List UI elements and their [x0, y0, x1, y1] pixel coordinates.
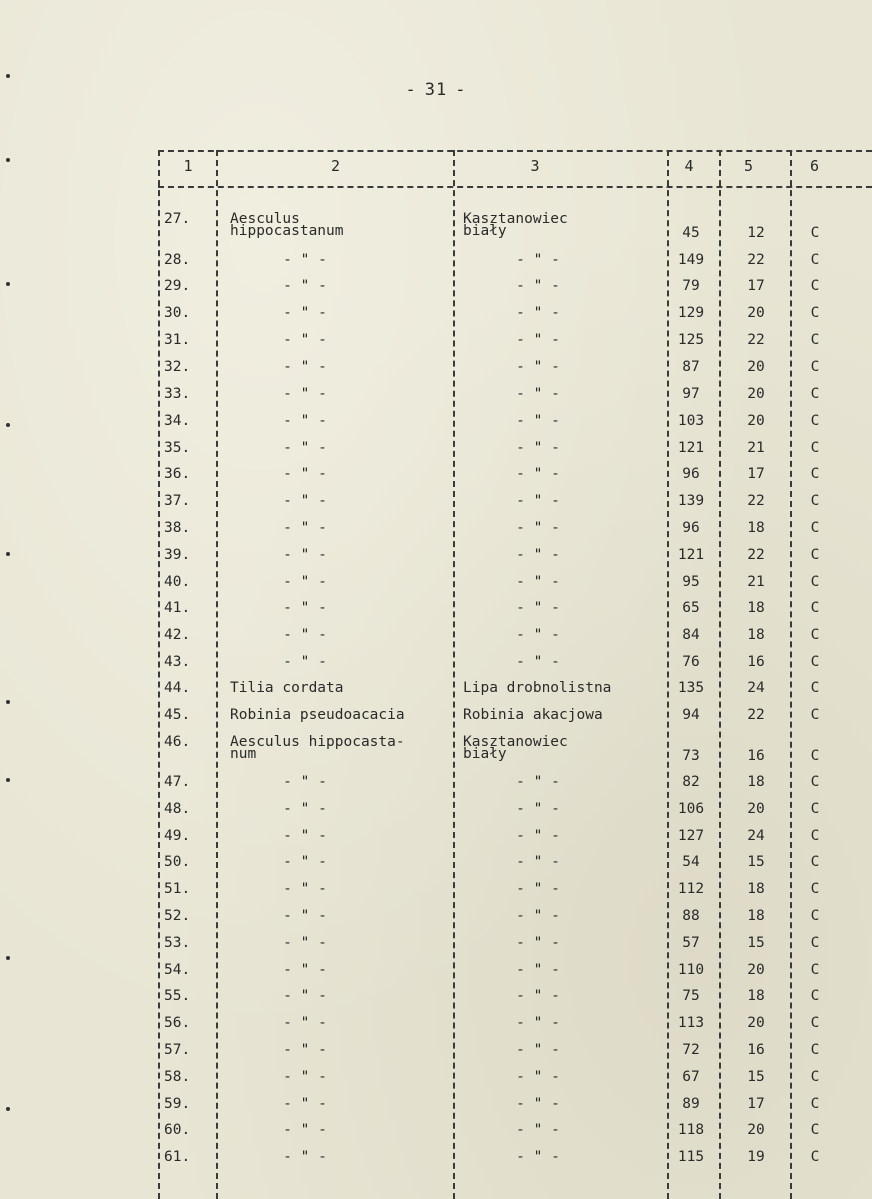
class-value: C [810, 278, 820, 294]
ditto-mark: - " - [516, 413, 560, 429]
species-polish: biały [463, 746, 507, 762]
margin-punch-mark [6, 158, 10, 162]
ditto-mark: - " - [283, 278, 327, 294]
row-number: 29. [164, 278, 191, 294]
diameter-value: 24 [747, 680, 765, 696]
height-value: 73 [682, 748, 700, 764]
ditto-mark: - " - [516, 600, 560, 616]
class-value: C [810, 252, 820, 268]
row-number: 28. [164, 252, 191, 268]
diameter-value: 20 [747, 386, 765, 402]
ditto-mark: - " - [283, 1096, 327, 1112]
class-value: C [810, 466, 820, 482]
height-value: 112 [677, 881, 705, 897]
height-value: 139 [677, 493, 705, 509]
ditto-mark: - " - [516, 440, 560, 456]
class-value: C [810, 908, 820, 924]
species-latin: Aesculus hippocasta- [230, 734, 405, 750]
height-value: 103 [677, 413, 705, 429]
row-number: 58. [164, 1069, 191, 1085]
ditto-mark: - " - [516, 466, 560, 482]
table-col-divider [719, 150, 721, 1199]
ditto-mark: - " - [516, 305, 560, 321]
species-polish: Kasztanowiec [463, 734, 568, 750]
class-value: C [810, 988, 820, 1004]
ditto-mark: - " - [283, 466, 327, 482]
ditto-mark: - " - [516, 359, 560, 375]
table-col-divider [453, 150, 455, 1199]
species-latin: num [230, 746, 257, 762]
ditto-mark: - " - [283, 1122, 327, 1138]
row-number: 42. [164, 627, 191, 643]
ditto-mark: - " - [283, 520, 327, 536]
species-polish: Lipa drobnolistna [463, 680, 612, 696]
column-header: 2 [330, 157, 341, 175]
height-value: 96 [682, 466, 700, 482]
species-latin: Aesculus [230, 211, 300, 227]
row-number: 35. [164, 440, 191, 456]
ditto-mark: - " - [516, 988, 560, 1004]
ditto-mark: - " - [516, 935, 560, 951]
margin-punch-mark [6, 1107, 10, 1111]
diameter-value: 17 [747, 466, 765, 482]
ditto-mark: - " - [283, 386, 327, 402]
height-value: 118 [677, 1122, 705, 1138]
diameter-value: 21 [747, 440, 765, 456]
diameter-value: 20 [747, 962, 765, 978]
class-value: C [810, 305, 820, 321]
height-value: 149 [677, 252, 705, 268]
row-number: 61. [164, 1149, 191, 1165]
height-value: 54 [682, 854, 700, 870]
ditto-mark: - " - [283, 252, 327, 268]
diameter-value: 18 [747, 627, 765, 643]
row-number: 60. [164, 1122, 191, 1138]
class-value: C [810, 774, 820, 790]
ditto-mark: - " - [283, 413, 327, 429]
ditto-mark: - " - [283, 1042, 327, 1058]
height-value: 115 [677, 1149, 705, 1165]
height-value: 88 [682, 908, 700, 924]
class-value: C [810, 359, 820, 375]
table-header-rule [158, 186, 872, 188]
diameter-value: 17 [747, 278, 765, 294]
class-value: C [810, 1096, 820, 1112]
row-number: 37. [164, 493, 191, 509]
row-number: 59. [164, 1096, 191, 1112]
class-value: C [810, 854, 820, 870]
row-number: 38. [164, 520, 191, 536]
ditto-mark: - " - [516, 828, 560, 844]
class-value: C [810, 828, 820, 844]
class-value: C [810, 935, 820, 951]
ditto-mark: - " - [516, 574, 560, 590]
diameter-value: 20 [747, 413, 765, 429]
row-number: 54. [164, 962, 191, 978]
row-number: 34. [164, 413, 191, 429]
class-value: C [810, 680, 820, 696]
species-latin: Tilia cordata [230, 680, 344, 696]
table-top-rule [158, 150, 872, 152]
diameter-value: 18 [747, 908, 765, 924]
column-header: 1 [183, 157, 193, 175]
height-value: 129 [677, 305, 705, 321]
height-value: 87 [682, 359, 700, 375]
ditto-mark: - " - [516, 386, 560, 402]
species-latin: hippocastanum [230, 223, 344, 239]
ditto-mark: - " - [283, 962, 327, 978]
height-value: 135 [677, 680, 705, 696]
diameter-value: 18 [747, 520, 765, 536]
row-number: 44. [164, 680, 191, 696]
species-polish: Robinia akacjowa [463, 707, 603, 723]
height-value: 67 [682, 1069, 700, 1085]
height-value: 110 [677, 962, 705, 978]
ditto-mark: - " - [283, 332, 327, 348]
row-number: 43. [164, 654, 191, 670]
margin-punch-mark [6, 956, 10, 960]
diameter-value: 18 [747, 600, 765, 616]
margin-punch-mark [6, 552, 10, 556]
margin-punch-mark [6, 700, 10, 704]
diameter-value: 16 [747, 748, 765, 764]
height-value: 75 [682, 988, 700, 1004]
row-number: 32. [164, 359, 191, 375]
class-value: C [810, 600, 820, 616]
height-value: 72 [682, 1042, 700, 1058]
ditto-mark: - " - [283, 654, 327, 670]
page-number: - 31 - [405, 80, 467, 100]
ditto-mark: - " - [283, 774, 327, 790]
row-number: 30. [164, 305, 191, 321]
row-number: 53. [164, 935, 191, 951]
ditto-mark: - " - [283, 574, 327, 590]
row-number: 27. [164, 211, 191, 227]
species-polish: Kasztanowiec [463, 211, 568, 227]
diameter-value: 17 [747, 1096, 765, 1112]
height-value: 45 [682, 225, 700, 241]
class-value: C [810, 386, 820, 402]
class-value: C [810, 1069, 820, 1085]
class-value: C [810, 627, 820, 643]
row-number: 51. [164, 881, 191, 897]
diameter-value: 18 [747, 988, 765, 1004]
ditto-mark: - " - [283, 1149, 327, 1165]
class-value: C [810, 493, 820, 509]
row-number: 57. [164, 1042, 191, 1058]
row-number: 40. [164, 574, 191, 590]
diameter-value: 16 [747, 1042, 765, 1058]
ditto-mark: - " - [516, 493, 560, 509]
ditto-mark: - " - [516, 1096, 560, 1112]
diameter-value: 24 [747, 828, 765, 844]
height-value: 57 [682, 935, 700, 951]
ditto-mark: - " - [516, 1122, 560, 1138]
margin-punch-mark [6, 74, 10, 78]
ditto-mark: - " - [283, 988, 327, 1004]
class-value: C [810, 574, 820, 590]
class-value: C [810, 520, 820, 536]
row-number: 45. [164, 707, 191, 723]
row-number: 56. [164, 1015, 191, 1031]
margin-punch-mark [6, 778, 10, 782]
row-number: 31. [164, 332, 191, 348]
margin-punch-mark [6, 423, 10, 427]
class-value: C [810, 654, 820, 670]
column-header: 3 [530, 157, 540, 175]
row-number: 52. [164, 908, 191, 924]
ditto-mark: - " - [516, 1015, 560, 1031]
height-value: 84 [682, 627, 700, 643]
diameter-value: 19 [747, 1149, 765, 1165]
height-value: 89 [682, 1096, 700, 1112]
column-header: 6 [809, 157, 820, 175]
ditto-mark: - " - [283, 359, 327, 375]
height-value: 125 [677, 332, 705, 348]
ditto-mark: - " - [516, 1069, 560, 1085]
ditto-mark: - " - [516, 854, 560, 870]
margin-punch-mark [6, 282, 10, 286]
ditto-mark: - " - [516, 654, 560, 670]
ditto-mark: - " - [516, 962, 560, 978]
row-number: 49. [164, 828, 191, 844]
ditto-mark: - " - [516, 881, 560, 897]
diameter-value: 20 [747, 801, 765, 817]
diameter-value: 20 [747, 1122, 765, 1138]
row-number: 39. [164, 547, 191, 563]
row-number: 48. [164, 801, 191, 817]
ditto-mark: - " - [283, 854, 327, 870]
height-value: 127 [677, 828, 705, 844]
height-value: 65 [682, 600, 700, 616]
class-value: C [810, 748, 820, 764]
diameter-value: 22 [747, 493, 765, 509]
species-polish: biały [463, 223, 507, 239]
row-number: 50. [164, 854, 191, 870]
ditto-mark: - " - [283, 1069, 327, 1085]
ditto-mark: - " - [516, 1042, 560, 1058]
height-value: 96 [682, 520, 700, 536]
ditto-mark: - " - [283, 828, 327, 844]
class-value: C [810, 1015, 820, 1031]
ditto-mark: - " - [283, 440, 327, 456]
table-col-divider [216, 150, 218, 1199]
diameter-value: 21 [747, 574, 765, 590]
table-col-divider [158, 150, 160, 1199]
row-number: 46. [164, 734, 191, 750]
height-value: 113 [677, 1015, 705, 1031]
class-value: C [810, 801, 820, 817]
class-value: C [810, 1149, 820, 1165]
height-value: 95 [682, 574, 700, 590]
diameter-value: 12 [747, 225, 765, 241]
ditto-mark: - " - [516, 774, 560, 790]
height-value: 121 [677, 547, 705, 563]
class-value: C [810, 962, 820, 978]
ditto-mark: - " - [283, 881, 327, 897]
ditto-mark: - " - [516, 252, 560, 268]
species-latin: Robinia pseudoacacia [230, 707, 405, 723]
diameter-value: 22 [747, 707, 765, 723]
height-value: 94 [682, 707, 700, 723]
diameter-value: 15 [747, 1069, 765, 1085]
ditto-mark: - " - [516, 332, 560, 348]
column-header: 4 [684, 157, 694, 175]
column-header: 5 [743, 157, 754, 175]
class-value: C [810, 413, 820, 429]
ditto-mark: - " - [516, 547, 560, 563]
ditto-mark: - " - [283, 547, 327, 563]
ditto-mark: - " - [516, 520, 560, 536]
ditto-mark: - " - [516, 627, 560, 643]
ditto-mark: - " - [283, 627, 327, 643]
class-value: C [810, 547, 820, 563]
class-value: C [810, 707, 820, 723]
height-value: 79 [682, 278, 700, 294]
ditto-mark: - " - [516, 278, 560, 294]
row-number: 55. [164, 988, 191, 1004]
ditto-mark: - " - [283, 600, 327, 616]
row-number: 41. [164, 600, 191, 616]
class-value: C [810, 1042, 820, 1058]
height-value: 106 [677, 801, 705, 817]
height-value: 121 [677, 440, 705, 456]
ditto-mark: - " - [283, 801, 327, 817]
diameter-value: 20 [747, 359, 765, 375]
ditto-mark: - " - [516, 1149, 560, 1165]
diameter-value: 16 [747, 654, 765, 670]
ditto-mark: - " - [283, 908, 327, 924]
ditto-mark: - " - [283, 935, 327, 951]
class-value: C [810, 440, 820, 456]
class-value: C [810, 332, 820, 348]
ditto-mark: - " - [516, 801, 560, 817]
row-number: 33. [164, 386, 191, 402]
row-number: 36. [164, 466, 191, 482]
diameter-value: 15 [747, 935, 765, 951]
height-value: 97 [682, 386, 700, 402]
ditto-mark: - " - [283, 305, 327, 321]
class-value: C [810, 225, 820, 241]
ditto-mark: - " - [516, 908, 560, 924]
height-value: 76 [682, 654, 700, 670]
ditto-mark: - " - [283, 1015, 327, 1031]
diameter-value: 15 [747, 854, 765, 870]
ditto-mark: - " - [283, 493, 327, 509]
class-value: C [810, 1122, 820, 1138]
class-value: C [810, 881, 820, 897]
diameter-value: 22 [747, 252, 765, 268]
diameter-value: 22 [747, 547, 765, 563]
diameter-value: 18 [747, 881, 765, 897]
diameter-value: 20 [747, 1015, 765, 1031]
diameter-value: 20 [747, 305, 765, 321]
row-number: 47. [164, 774, 191, 790]
height-value: 82 [682, 774, 700, 790]
diameter-value: 18 [747, 774, 765, 790]
diameter-value: 22 [747, 332, 765, 348]
